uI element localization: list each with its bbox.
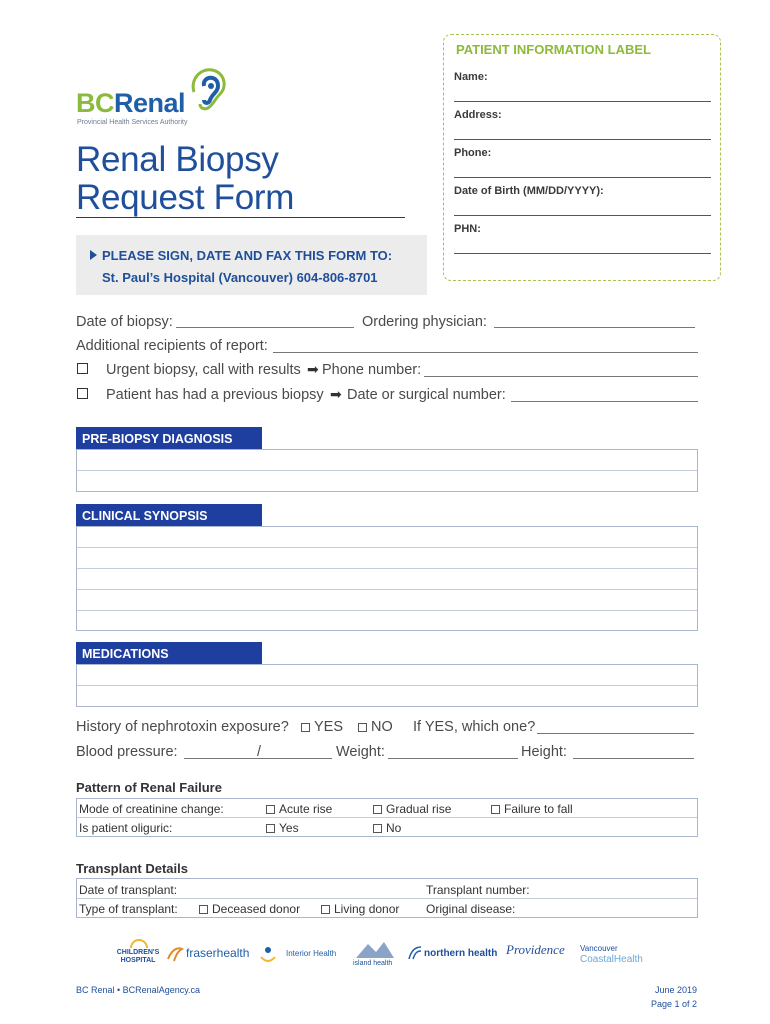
- footer-date: June 2019: [655, 985, 698, 995]
- previous-biopsy-checkbox[interactable]: [77, 388, 88, 399]
- checkbox-icon: [321, 905, 330, 914]
- childrens-hospital-logo: CHILDREN'S HOSPITAL: [110, 938, 166, 974]
- fax-instruction: PLEASE SIGN, DATE AND FAX THIS FORM TO:: [90, 248, 392, 263]
- footer-page: Page 1 of 2: [651, 999, 698, 1009]
- patient-phn-field[interactable]: [454, 253, 711, 254]
- row-divider: [77, 817, 697, 818]
- fax-destination: St. Paul’s Hospital (Vancouver) 604-806-8701: [102, 270, 378, 285]
- date-or-surgical-label: Date or surgical number:: [347, 387, 506, 403]
- oliguric-yes-option[interactable]: Yes: [266, 821, 299, 835]
- patient-address-label: Address:: [454, 109, 502, 121]
- which-one-field[interactable]: [537, 733, 694, 734]
- ordering-physician-label: Ordering physician:: [362, 314, 487, 330]
- aurora-icon: [407, 945, 423, 961]
- additional-recipients-field[interactable]: [273, 352, 698, 353]
- patient-phone-label: Phone:: [454, 147, 492, 159]
- row-divider: [77, 898, 697, 899]
- row-divider: [77, 685, 697, 686]
- play-triangle-icon: [90, 250, 97, 260]
- date-of-biopsy-label: Date of biopsy:: [76, 314, 173, 330]
- sun-icon: [130, 938, 148, 948]
- checkbox-icon: [373, 824, 382, 833]
- gradual-rise-option[interactable]: Gradual rise: [373, 802, 451, 816]
- which-one-label: If YES, which one?: [413, 719, 536, 735]
- phone-number-field[interactable]: [424, 376, 698, 377]
- row-divider: [77, 547, 697, 548]
- vancouver-coastal-health-logo: Vancouver CoastalHealth: [580, 944, 643, 965]
- phone-number-label: Phone number:: [322, 362, 422, 378]
- footer-agency: BC Renal • BCRenalAgency.ca: [76, 985, 201, 995]
- title-divider: [76, 217, 405, 218]
- checkbox-icon: [266, 805, 275, 814]
- transplant-title: Transplant Details: [76, 861, 188, 876]
- pattern-title: Pattern of Renal Failure: [76, 780, 222, 795]
- weight-label: Weight:: [336, 744, 385, 760]
- checkbox-icon: [491, 805, 500, 814]
- patient-phn-label: PHN:: [454, 223, 481, 235]
- oliguric-label: Is patient oliguric:: [79, 821, 173, 835]
- bird-icon: [166, 945, 184, 963]
- mountain-icon: [356, 940, 394, 958]
- transplant-number-label: Transplant number:: [426, 883, 530, 897]
- additional-recipients-label: Additional recipients of report:: [76, 338, 268, 354]
- checkbox-icon: [266, 824, 275, 833]
- clinical-synopsis-box[interactable]: [76, 526, 698, 631]
- patient-phone-field[interactable]: [454, 177, 711, 178]
- date-or-surgical-field[interactable]: [511, 401, 698, 402]
- logo-subtitle: Provincial Health Services Authority: [77, 119, 188, 126]
- height-field[interactable]: [573, 758, 694, 759]
- previous-biopsy-label: Patient has had a previous biopsy: [106, 387, 324, 403]
- checkbox-icon: [199, 905, 208, 914]
- living-donor-option[interactable]: Living donor: [321, 902, 399, 916]
- right-arrow-icon: ➡: [307, 361, 319, 377]
- nephrotoxin-yes[interactable]: YES: [301, 719, 343, 735]
- patient-name-label: Name:: [454, 71, 488, 83]
- ordering-physician-field[interactable]: [494, 327, 695, 328]
- patient-dob-field[interactable]: [454, 215, 711, 216]
- bp-slash: /: [257, 744, 262, 760]
- original-disease-label: Original disease:: [426, 902, 516, 916]
- deceased-donor-option[interactable]: Deceased donor: [199, 902, 300, 916]
- date-of-transplant-label: Date of transplant:: [79, 883, 178, 897]
- row-divider: [77, 470, 697, 471]
- failure-to-fall-option[interactable]: Failure to fall: [491, 802, 573, 816]
- page-title-line2: Request Form: [76, 178, 295, 217]
- checkbox-icon: [373, 805, 382, 814]
- bc-renal-logo: [76, 62, 236, 132]
- ear-logo-icon: [184, 64, 232, 112]
- row-divider: [77, 568, 697, 569]
- medications-header: MEDICATIONS: [76, 642, 262, 665]
- weight-field[interactable]: [388, 758, 518, 759]
- pre-biopsy-diagnosis-header: PRE-BIOPSY DIAGNOSIS: [76, 427, 262, 450]
- person-icon: [258, 945, 278, 965]
- checkbox-icon: [358, 723, 367, 732]
- northern-health-logo: northern health: [407, 944, 491, 970]
- page-title-line1: Renal Biopsy: [76, 140, 279, 179]
- creatinine-label: Mode of creatinine change:: [79, 802, 224, 816]
- interior-health-logo: Interior Health: [258, 943, 344, 971]
- fax-instructions-box: [76, 235, 427, 295]
- row-divider: [77, 610, 697, 611]
- blood-pressure-label: Blood pressure:: [76, 744, 178, 760]
- providence-logo: Providence: [506, 942, 565, 957]
- urgent-biopsy-label: Urgent biopsy, call with results: [106, 362, 301, 378]
- island-health-logo: island health: [350, 940, 400, 972]
- row-divider: [77, 589, 697, 590]
- patient-name-field[interactable]: [454, 101, 711, 102]
- date-of-biopsy-field[interactable]: [176, 327, 354, 328]
- nephrotoxin-no[interactable]: NO: [358, 719, 393, 735]
- patient-address-field[interactable]: [454, 139, 711, 140]
- acute-rise-option[interactable]: Acute rise: [266, 802, 332, 816]
- logo-wordmark: BCRenal: [76, 88, 186, 118]
- fraser-health-logo: fraserhealth: [166, 943, 252, 971]
- oliguric-no-option[interactable]: No: [373, 821, 401, 835]
- urgent-biopsy-checkbox[interactable]: [77, 363, 88, 374]
- nephrotoxin-label: History of nephrotoxin exposure?: [76, 719, 289, 735]
- height-label: Height:: [521, 744, 567, 760]
- checkbox-icon: [301, 723, 310, 732]
- clinical-synopsis-header: CLINICAL SYNOPSIS: [76, 504, 262, 527]
- type-of-transplant-label: Type of transplant:: [79, 902, 178, 916]
- right-arrow-icon: ➡: [330, 386, 342, 402]
- patient-dob-label: Date of Birth (MM/DD/YYYY):: [454, 185, 604, 197]
- patient-label-title: PATIENT INFORMATION LABEL: [456, 42, 651, 57]
